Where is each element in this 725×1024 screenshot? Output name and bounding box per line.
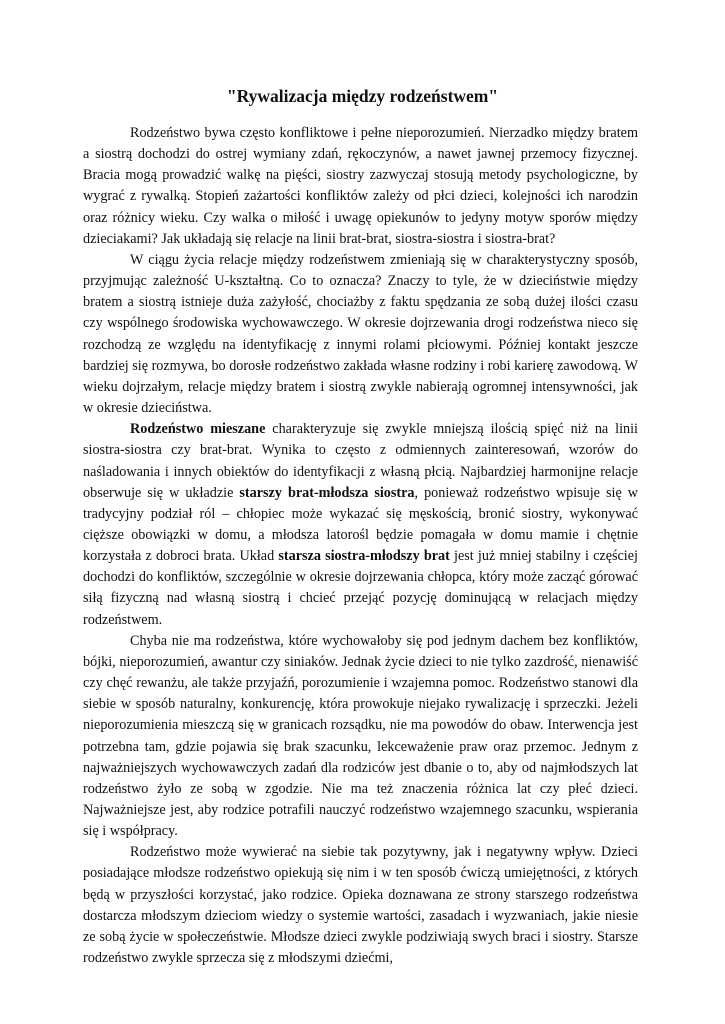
paragraph-4 xyxy=(83,631,638,843)
paragraph-1 xyxy=(83,123,638,250)
bold-phrase: starszy brat-młodsza siostra xyxy=(239,484,415,501)
bold-phrase: Rodzeństwo mieszane xyxy=(130,421,266,438)
paragraph-text: charakteryzuje się zwykle mniejszą ilością spięć niż na linii siostra-siostra czy brat-brat. Wynika to często z odmiennych zainteresowań, wzorów do naśladowania i innych obiektów do identyfikacji z własną płcią. Najbardziej harmonijne relacje obserwuje się w układzie xyxy=(83,421,638,501)
paragraph-text: jest już mniej stabilny i częściej dochodzi do konfliktów, szczególnie w okresie dojrzewania chłopca, który może zacząć górować siłą fizyczną nad własną siostrą i chcieć przejąć pozycję dominującą w relacjach między rodzeństwem. xyxy=(83,548,638,628)
paragraph-text: W ciągu życia relacje między rodzeństwem zmieniają się w charakterystyczny sposób, przyjmując zależność U-kształtną. Co to oznacza? Znaczy to tyle, że w dzieciństwie między bratem a siostrą istnieje duża zażyłość, chociażby z faktu spędzania ze sobą dużej ilości czasu czy wspólnego środowiska wychowawczego. W okresie dojrzewania drogi rodzeństwa nieco się rozchodzą ze względu na identyfikację z innymi rolami płciowymi. Później kontakt jeszcze bardziej się rozmywa, bo dorosłe rodzeństwo zakłada własne rodziny i robi karierę zawodową. W wieku dojrzałym, relacje między bratem i siostrą zwykle nabierają ogromnej intensywności, jak w okresie dzieciństwa. xyxy=(83,251,638,417)
paragraph-3 xyxy=(83,419,638,631)
paragraph-text: Rodzeństwo może wywierać na siebie tak pozytywny, jak i negatywny wpływ. Dzieci posiadające młodsze rodzeństwo opiekują się nim i w ten sposób ćwiczą umiejętności, z których będą w przyszłości korzystać, jako rodzice. Opieka doznawana ze strony starszego rodzeństwa dostarcza młodszym dzieciom wiedzy o systemie wartości, zasadach i wyzwaniach, jakie niesie ze sobą życie w społeczeństwie. Młodsze dzieci zwykle podziwiają swych braci i siostry. Starsze rodzeństwo zwykle sprzecza się z młodszymi dziećmi, xyxy=(83,844,638,967)
paragraph-text: , ponieważ rodzeństwo wpisuje się w tradycyjny podział ról – chłopiec może wykazać się męskością, bronić siostry, wykonywać cięższe obowiązki w domu, a młodsza latorośl będzie pomagała w domu mamie i chętnie korzystała z dobroci brata. Układ xyxy=(83,484,638,565)
document-body xyxy=(83,123,638,969)
bold-phrase: starsza siostra-młodszy brat xyxy=(278,548,450,565)
document-title: "Rywalizacja między rodzeństwem" xyxy=(226,86,499,106)
paragraph-text: Chyba nie ma rodzeństwa, które wychowałoby się pod jednym dachem bez konfliktów, bójki, nieporozumień, awantur czy siniaków. Jednak życie dzieci to nie tylko zazdrość, nienawiść czy chęć rewanżu, ale także przyjaźń, porozumienie i wzajemna pomoc. Rodzeństwo stanowi dla siebie w sposób naturalny, konkurencję, która prowokuje niejako rywalizację i sprzeczki. Jeżeli nieporozumienia mieszczą się w granicach rozsądku, nie ma powodów do obaw. Interwencja jest potrzebna tam, gdzie pojawia się brak szacunku, lekceważenie praw oraz przemoc. Jednym z najważniejszych wychowawczych zadań dla rodziców jest dbanie o to, aby od najmłodszych lat rodzeństwo żyło ze sobą w zgodzie. Nie ma też znaczenia różnica lat czy płeć dzieci. Najważniejsze jest, aby rodzice potrafili nauczyć rodzeństwo wzajemnego szacunku, wspierania się i współpracy. xyxy=(83,632,638,840)
paragraph-text: Rodzeństwo bywa często konfliktowe i pełne nieporozumień. Nierzadko między bratem a siostrą dochodzi do ostrej wymiany zdań, rękoczynów, a nawet jawnej przemocy fizycznej. Bracia mogą prowadzić walkę na pięści, siostry zazwyczaj stosują metody psychologiczne, by wygrać z rywalką. Stopień zażartości konfliktów zależy od płci dzieci, kolejności ich narodzin oraz różnicy wieku. Czy walka o miłość i uwagę opiekunów to jedyny motyw sporów między dzieciakami? Jak układają się relacje na linii brat-brat, siostra-siostra i siostra-brat? xyxy=(83,125,638,247)
paragraph-2 xyxy=(83,250,638,419)
paragraph-5 xyxy=(83,842,638,969)
